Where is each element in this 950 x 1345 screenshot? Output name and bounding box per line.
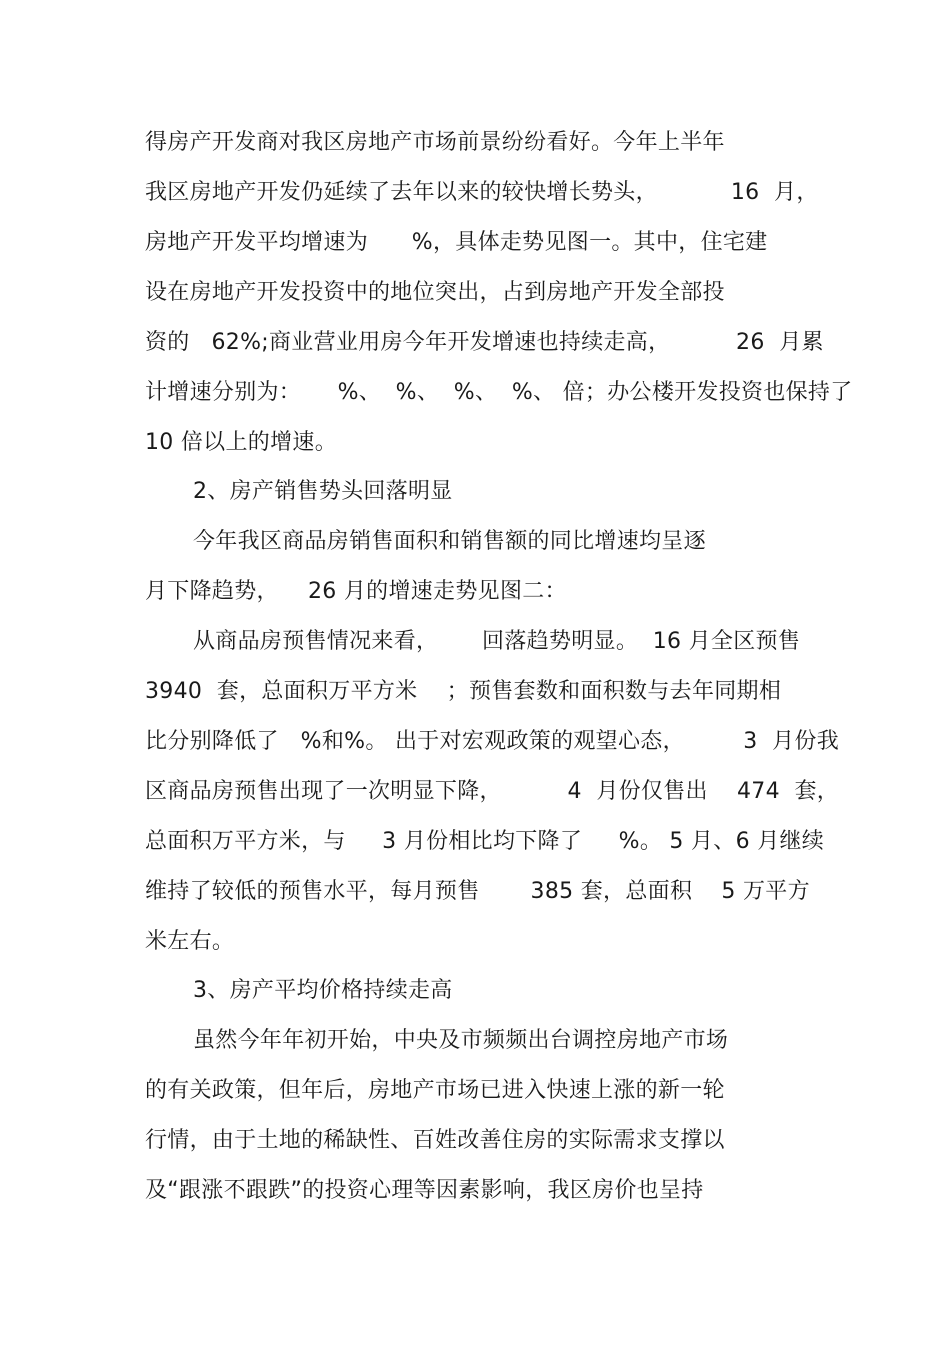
text-line: 10 倍以上的增速。 [145,430,337,455]
text-line: 行情，由于土地的稀缺性、百姓改善住房的实际需求支撑以 [145,1128,725,1153]
text-line: 米左右。 [145,929,235,954]
section-heading: 2、房产销售势头回落明显 [193,479,453,504]
text-line: 资的 62%;商业营业用房今年开发增速也持续走高， 26 月累 [145,330,824,355]
text-line: 得房产开发商对我区房地产市场前景纷纷看好。今年上半年 [145,130,725,155]
text-line: 今年我区商品房销售面积和销售额的同比增速均呈逐 [193,529,706,554]
text-line: 月下降趋势， 26 月的增速走势见图二： [145,579,567,604]
text-line: 及“跟涨不跟跌”的投资心理等因素影响，我区房价也呈持 [145,1178,704,1203]
section-heading: 3、房产平均价格持续走高 [193,978,453,1003]
text-line: 设在房地产开发投资中的地位突出，占到房地产开发全部投 [145,280,725,305]
text-line: 房地产开发平均增速为 %，具体走势见图一。其中，住宅建 [145,230,768,255]
text-line: 比分别降低了 %和%。 出于对宏观政策的观望心态， 3 月份我 [145,729,840,754]
text-line: 虽然今年年初开始，中央及市频频出台调控房地产市场 [193,1028,729,1053]
text-line: 3940 套，总面积万平方米 ；预售套数和面积数与去年同期相 [145,679,782,704]
text-line: 我区房地产开发仍延续了去年以来的较快增长势头， 16 月， [145,180,819,205]
text-line: 维持了较低的预售水平，每月预售 385 套，总面积 5 万平方 [145,879,810,904]
text-line: 计增速分别为： %、 %、 %、 %、 倍；办公楼开发投资也保持了 [145,380,853,405]
text-line: 从商品房预售情况来看， 回落趋势明显。 16 月全区预售 [193,629,801,654]
text-line: 的有关政策，但年后，房地产市场已进入快速上涨的新一轮 [145,1078,725,1103]
text-line: 总面积万平方米，与 3 月份相比均下降了 %。 5 月、6 月继续 [145,829,825,854]
text-line: 区商品房预售出现了一次明显下降， 4 月份仅售出 474 套， [145,779,840,804]
